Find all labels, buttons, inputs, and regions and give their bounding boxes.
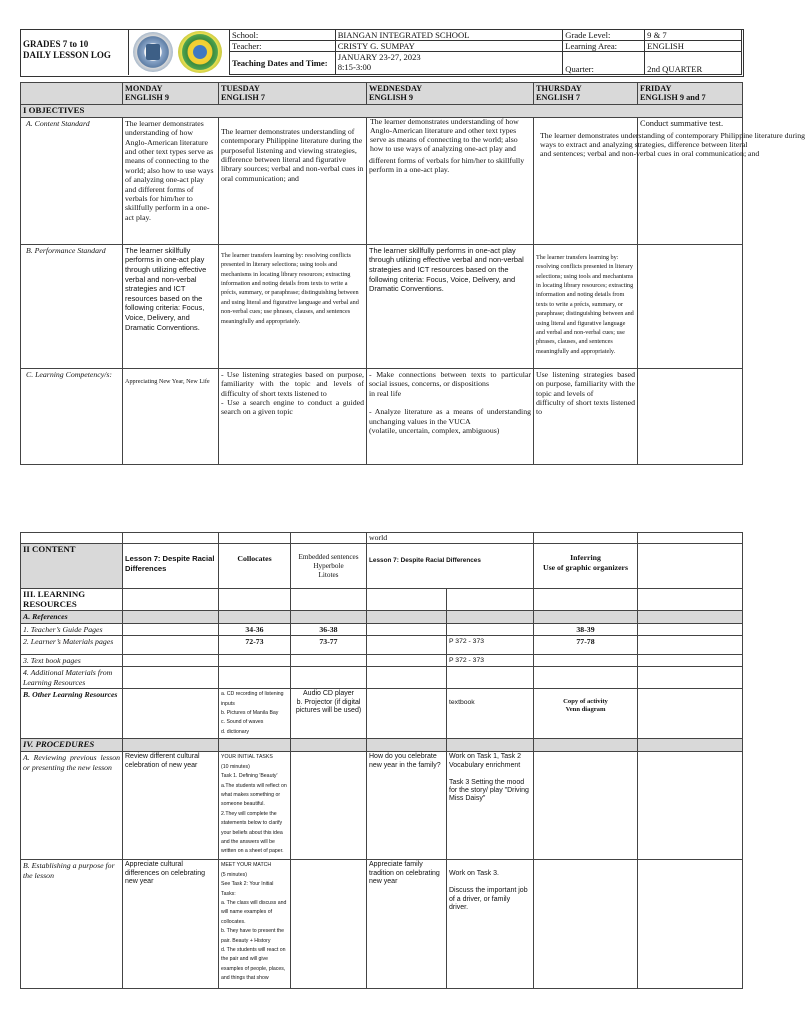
content-mon: Lesson 7: Despite Racial Differences [123,544,219,589]
content-standard-tue: The learner demonstrates understanding of contemporary Philippine literature during the purposeful listening and viewing strategies, difference between literal and figurative library sources; verbal and non-verbal cues in oral communication; and [219,117,367,244]
textbook-label: 3. Text book pages [21,655,123,667]
other-resources-label: B. Other Learning Resources [21,689,123,739]
day-tuesday: TUESDAY ENGLISH 7 [219,83,367,105]
content-standard-label: A. Content Standard [21,117,123,244]
additional-materials-label: 4. Additional Materials from Learning Resources [21,667,123,689]
procedure-b-tue: MEET YOUR MATCH (5 minutes) See Task 2: Your Initial Tasks: a. The class will discuss and will name examples of collocates. b. They have to present the pair. Beauty + History d. The students will react on the pair and will give examples of people, places, and things that show [219,860,291,989]
region-seal [178,31,222,73]
performance-standard-thu: The learner transfers learning by: resolving conflicts presented in literary selections; using tools and mechanisms in locating library resources; extracting information and noting details from texts to write a précis, summary, or paraphrase; distinguishing between and using literal and figurative language and verbal and non-verbal cues; use phrases, clauses, and sentences meaningfully and appropriately. [534,244,638,368]
day-monday: MONDAY ENGLISH 9 [123,83,219,105]
content-standard-bleed-2: ways to extract and analyzing strategies, difference between literal [540,140,748,149]
title-seal-divider [128,29,129,75]
lm-wed: P 372 - 373 [447,636,534,655]
resources-heading: III. LEARNING RESOURCES [21,589,123,611]
content-standard-wed-line4: how to use ways of analyzing one-act play and [370,144,516,153]
content-standard-wed-line1: The learner demonstrates understanding of how [370,117,519,126]
content-thu: Inferring Use of graphic organizers [534,544,638,589]
procedure-a-tue: YOUR INITIAL TASKS (10 minutes) Task 1. Defining 'Beauty' a.The students will reflect on what makes something or someone beautiful. 2.They will complete the statements below to clarify your beliefs about this idea and the answers will be written on a sheet of paper. [219,752,291,860]
content-standard-mon: The learner demonstrates understanding of how Anglo-American literature and other text types serve as means of connecting to the world; also how to use ways of analyzing one-act play and different forms of verbals for him/her to skillfully perform in a one-act play. [123,117,219,244]
school-label: School: [230,30,336,41]
area-label: Learning Area: [563,41,645,52]
procedures-heading: IV. PROCEDURES [21,739,123,752]
quarter-value: 2nd QUARTER [645,52,742,75]
form-title [23,39,128,61]
lm-thu: 77-78 [534,636,638,655]
procedure-a-wed-b: Work on Task 1, Task 2 Vocabulary enrichment Task 3 Setting the mood for the story/ play "Driving Miss Daisy" [447,752,534,860]
references-heading: A. References [21,611,123,623]
teacher-label: Teacher: [230,41,336,52]
performance-standard-wed: The learner skillfully performs in one-act play through utilizing effective verbal and non-verbal strategies and ICT resources based on the following criteria: Focus, Voice, Delivery, and Dramatic Conventions. [367,244,534,368]
time-value: 8:15-3:00 [337,62,372,72]
competency-fri [638,368,743,464]
day-wednesday: WEDNESDAY ENGLISH 9 [367,83,534,105]
procedure-b-mon: Appreciate cultural differences on celebrating new year [123,860,219,989]
content-tue-b: Embedded sentences Hyperbole Litotes [291,544,367,589]
performance-standard-label: B. Performance Standard [21,244,123,368]
dates-value: JANUARY 23-27, 2023 [337,52,421,62]
grade-label: Grade Level: [563,30,645,41]
other-tue-b: Audio CD player b. Projector (if digital pictures will be used) [291,689,367,739]
learners-materials-label: 2. Learner’s Materials pages [21,636,123,655]
competency-wed: - Make connections between texts to particular social issues, concerns, or dispositions in real life - Analyze literature as a means of understanding unchanging values in the VUCA (volatile, uncertain, complex, ambiguous) [367,368,534,464]
day-friday: FRIDAY ENGLISH 9 and 7 [638,83,743,105]
dates-label: Teaching Dates and Time: [230,52,336,75]
content-standard-wed-line3: serve as means of connecting to the world; also [370,135,518,144]
objectives-heading: I OBJECTIVES [21,104,743,117]
tb-wed: P 372 - 373 [447,655,534,667]
quarter-label: Quarter: [563,52,645,75]
content-procedures-table [20,532,743,989]
tg-thu: 38-39 [534,623,638,635]
content-heading: II CONTENT [21,544,123,589]
procedure-a-mon: Review different cultural celebration of new year [123,752,219,860]
procedure-b-wed-b: Work on Task 3. Discuss the important job of a driver, or family driver. [447,860,534,989]
form-title-line1: GRADES 7 to 10 [23,39,89,49]
procedure-b-wed: Appreciate family tradition on celebrating new year [367,860,447,989]
procedure-a-label: A. Reviewing previous lesson or presenting the new lesson [21,752,123,860]
content-standard-bleed-1: The learner demonstrates understanding of contemporary Philippine literature during [540,131,805,140]
form-title-line2: DAILY LESSON LOG [23,50,111,60]
tg-tue-b: 36-38 [291,623,367,635]
area-value: ENGLISH [645,41,742,52]
performance-standard-fri [638,244,743,368]
teachers-guide-label: 1. Teacher’s Guide Pages [21,623,123,635]
competency-thu: Use listening strategies based on purpose, familiarity with the topic and levels of difficulty of short texts listened to [534,368,638,464]
tg-tue: 34-36 [219,623,291,635]
procedure-b-label: B. Establishing a purpose for the lesson [21,860,123,989]
content-standard-wed-rest: different forms of verbals for him/her to skillfully perform in a one-act play. [369,155,525,175]
other-tue: a. CD recording of listening inputs b. Pictures of Manila Bay c. Sound of waves d. dictionary [219,689,291,739]
competency-label: C. Learning Competency/s: [21,368,123,464]
procedure-a-wed: How do you celebrate new year in the family? [367,752,447,860]
day-thursday: THURSDAY ENGLISH 7 [534,83,638,105]
dates-cell [335,52,563,75]
competency-mon: Appreciating New Year, New Life [123,368,219,464]
deped-seal [133,32,173,72]
other-wed: textbook [447,689,534,739]
school-info-table [229,29,742,75]
world-continuation: world [367,533,534,544]
content-standard-fri: Conduct summative test. [638,117,743,244]
school-value: BIANGAN INTEGRATED SCHOOL [335,30,563,41]
teacher-value: CRISTY G. SUMPAY [335,41,563,52]
grade-value: 9 & 7 [645,30,742,41]
lm-tue: 72-73 [219,636,291,655]
day-corner [21,83,123,105]
performance-standard-mon: The learner skillfully performs in one-act play through utilizing effective verbal and non-verbal strategies and ICT resources based on the following criteria: Focus, Voice, Delivery, and Dramatic Conventions. [123,244,219,368]
content-standard-bleed-3: and sentences; verbal and non-verbal cues in oral communication; and [540,149,760,158]
lm-tue-b: 73-77 [291,636,367,655]
content-standard-wed-line2: Anglo-American literature and other text types [370,126,517,135]
performance-standard-tue: The learner transfers learning by: resolving conflicts presented in literary selections; using tools and mechanisms in locating library resources; extracting information and noting details from texts to write a précis, summary, or paraphrase; distinguishing between and using literal and figurative language and verbal and non-verbal cues; use phrases, clauses, and sentences meaningfully and appropriately. [219,244,367,368]
content-wed: Lesson 7: Despite Racial Differences [367,544,534,589]
competency-tue: - Use listening strategies based on purpose, familiarity with the topic and levels of difficulty of short texts listened to - Use a search engine to conduct a guided search on a given topic [219,368,367,464]
other-thu: Copy of activity Venn diagram [534,689,638,739]
content-tue: Collocates [219,544,291,589]
